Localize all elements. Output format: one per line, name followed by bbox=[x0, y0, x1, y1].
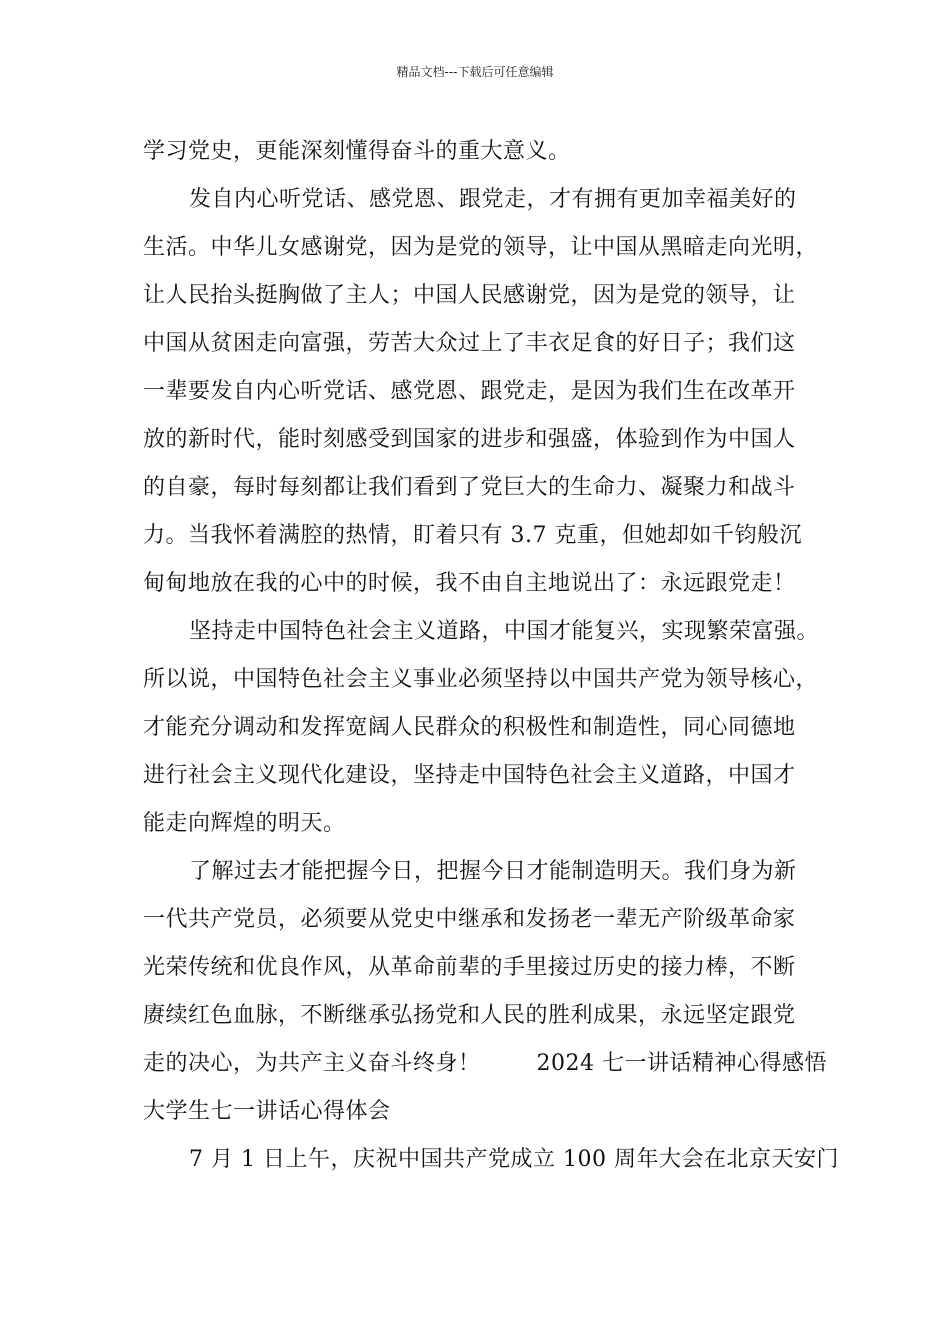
paragraph-line: 进行社会主义现代化建设，坚持走中国特色社会主义道路，中国才 bbox=[143, 763, 796, 788]
page-header: 精品文档---下载后可任意编辑 bbox=[396, 65, 554, 79]
article-subtitle: 大学生七一讲话心得体会 bbox=[143, 1099, 391, 1124]
paragraph-line: 中国从贫困走向富强，劳苦大众过上了丰衣足食的好日子；我们这 bbox=[143, 331, 796, 356]
document-body bbox=[143, 128, 839, 1184]
paragraph-line: 一代共产党员，必须要从党史中继承和发扬老一辈无产阶级革命家 bbox=[143, 907, 796, 932]
paragraph-line: 生活。中华儿女感谢党，因为是党的领导，让中国从黑暗走向光明， bbox=[143, 235, 819, 260]
paragraph-line bbox=[143, 1040, 827, 1088]
paragraph-line: 光荣传统和优良作风，从革命前辈的手里接过历史的接力棒，不断 bbox=[143, 955, 796, 980]
paragraph-line: 发自内心听党话、感党恩、跟党走，才有拥有更加幸福美好的 bbox=[189, 187, 797, 212]
paragraph-line: 坚持走中国特色社会主义道路，中国才能复兴，实现繁荣富强。 bbox=[189, 619, 820, 644]
paragraph-text: 走的决心，为共产主义奋斗终身！ bbox=[143, 1051, 481, 1076]
paragraph-line: 一辈要发自内心听党话、感党恩、跟党走，是因为我们生在改革开 bbox=[143, 379, 796, 404]
paragraph-line: 所以说，中国特色社会主义事业必须坚持以中国共产党为领导核心， bbox=[143, 667, 819, 692]
paragraph-line: 学习党史，更能深刻懂得奋斗的重大意义。 bbox=[143, 139, 571, 164]
paragraph-line: 7 月 1 日上午，庆祝中国共产党成立 100 周年大会在北京天安门 bbox=[189, 1147, 839, 1172]
paragraph-line: 力。当我怀着满腔的热情，盯着只有 3.7 克重，但她却如千钧般沉 bbox=[143, 523, 802, 548]
paragraph-line: 甸甸地放在我的心中的时候，我不由自主地说出了：永远跟党走！ bbox=[143, 571, 796, 596]
paragraph-line: 才能充分调动和发挥宽阔人民群众的积极性和制造性，同心同德地 bbox=[143, 715, 796, 740]
paragraph-line: 赓续红色血脉，不断继承弘扬党和人民的胜利成果，永远坚定跟党 bbox=[143, 1003, 796, 1028]
paragraph-line: 让人民抬头挺胸做了主人；中国人民感谢党，因为是党的领导，让 bbox=[143, 283, 796, 308]
article-title: 2024 七一讲话精神心得感悟 bbox=[536, 1051, 827, 1076]
paragraph-line: 放的新时代，能时刻感受到国家的进步和强盛，体验到作为中国人 bbox=[143, 427, 796, 452]
paragraph-line: 了解过去才能把握今日，把握今日才能制造明天。我们身为新 bbox=[189, 859, 797, 884]
paragraph-line: 的自豪，每时每刻都让我们看到了党巨大的生命力、凝聚力和战斗 bbox=[143, 475, 796, 500]
paragraph-line: 能走向辉煌的明天。 bbox=[143, 811, 346, 836]
